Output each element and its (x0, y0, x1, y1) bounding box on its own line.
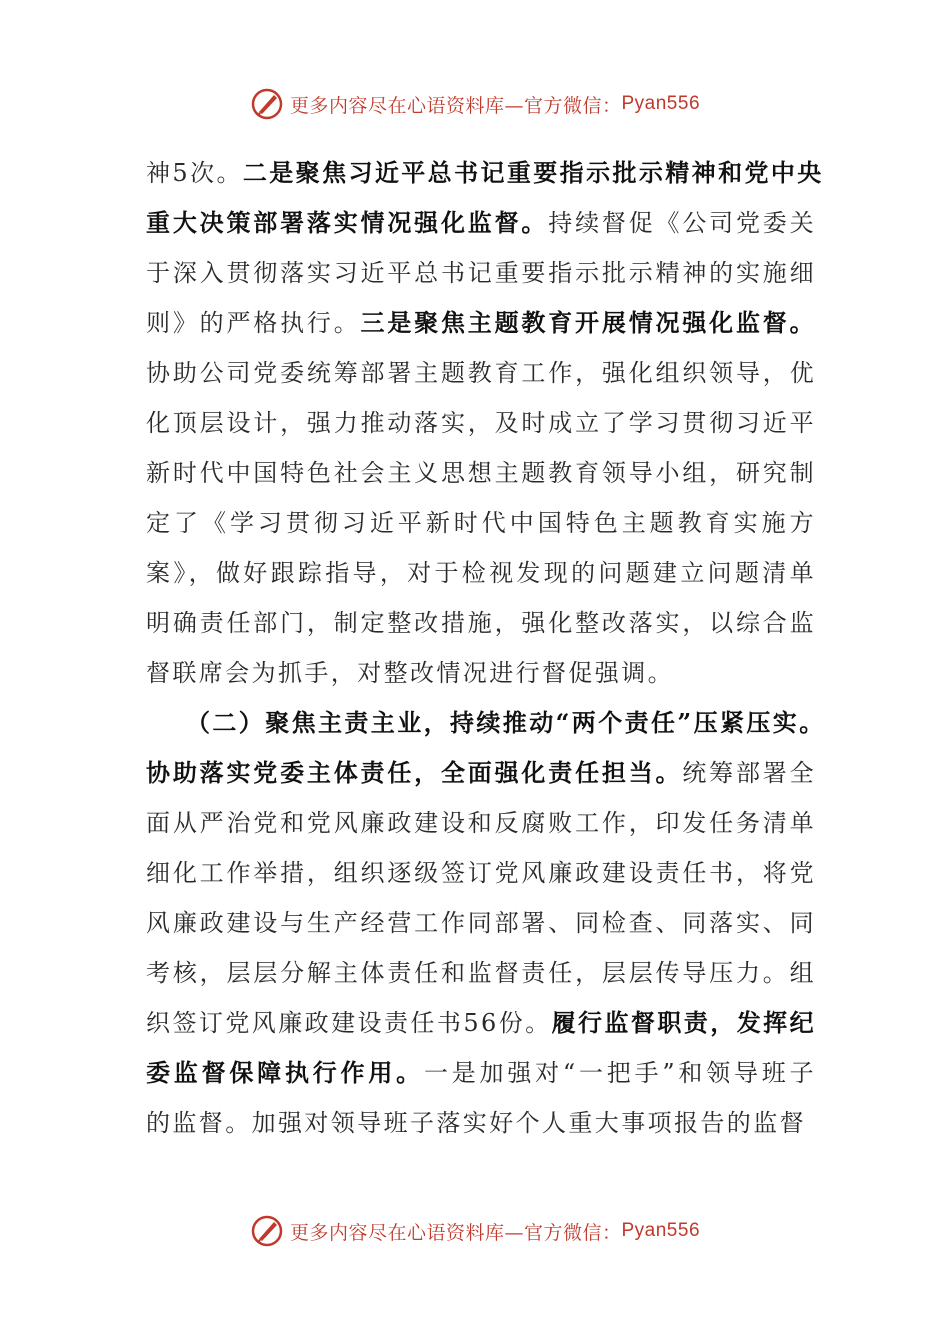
body-text: 持续督促《公司党委关 (548, 209, 816, 237)
text-line (146, 898, 816, 948)
text-line (146, 448, 816, 498)
text-line (146, 148, 824, 198)
text-line (146, 798, 816, 848)
body-text: 统筹部署全 (682, 759, 817, 787)
body-text: 化顶层设计，强力推动落实，及时成立了学习贯彻习近平 (146, 409, 816, 437)
text-line (146, 948, 816, 998)
body-text: 神5次。 (146, 159, 243, 187)
bold-text: 重大决策部署落实情况强化监督。 (146, 208, 549, 237)
footer-banner (0, 1211, 950, 1251)
body-text: 协助公司党委统筹部署主题教育工作，强化组织领导，优 (146, 359, 816, 387)
text-line (146, 398, 816, 448)
text-line (146, 598, 816, 648)
body-text: 风廉政建设与生产经营工作同部署、同检查、同落实、同 (146, 909, 816, 937)
text-line (146, 348, 816, 398)
header-promo-text: 更多内容尽在心语资料库—官方微信： (289, 94, 622, 117)
text-line (146, 848, 816, 898)
text-line (146, 298, 816, 348)
text-line (146, 548, 816, 598)
footer-wechat-id: Pyan556 (621, 1220, 701, 1241)
body-text: 案》，做好跟踪指导，对于检视发现的问题建立问题清单 (146, 559, 816, 587)
text-line (146, 1098, 816, 1148)
bold-text: 协助落实党委主体责任，全面强化责任担当。 (146, 758, 683, 787)
text-line (146, 698, 826, 748)
footer-promo-text: 更多内容尽在心语资料库—官方微信： (289, 1221, 622, 1244)
text-line (146, 998, 816, 1048)
bold-text: 委监督保障执行作用。 (146, 1058, 424, 1087)
text-line (146, 1048, 816, 1098)
pen-logo-icon (250, 1214, 284, 1248)
body-text: 督联席会为抓手，对整改情况进行督促强调。 (146, 659, 674, 687)
header-wechat-id: Pyan556 (621, 93, 701, 114)
body-text: 新时代中国特色社会主义思想主题教育领导小组，研究制 (146, 459, 816, 487)
text-line (146, 648, 816, 698)
body-text: 明确责任部门，制定整改措施，强化整改落实，以综合监 (146, 609, 816, 637)
bold-text: （二）聚焦主责主业，持续推动“两个责任”压紧压实。 (186, 708, 826, 737)
text-line (146, 198, 816, 248)
body-text: 于深入贯彻落实习近平总书记重要指示批示精神的实施细 (146, 259, 816, 287)
header-banner (0, 84, 950, 124)
body-text: 考核，层层分解主体责任和监督责任，层层传导压力。组 (146, 959, 816, 987)
bold-text: 履行监督职责，发挥纪 (551, 1008, 816, 1037)
body-text: 织签订党风廉政建设责任书56份。 (146, 1009, 552, 1037)
text-line (146, 748, 816, 798)
body-text: 一是加强对“一把手”和领导班子 (423, 1059, 817, 1087)
text-line (146, 248, 816, 298)
body-text: 细化工作举措，组织逐级签订党风廉政建设责任书，将党 (146, 859, 816, 887)
body-text: 面从严治党和党风廉政建设和反腐败工作，印发任务清单 (146, 809, 816, 837)
bold-text: 三是聚焦主题教育开展情况强化监督。 (360, 308, 816, 337)
pen-logo-icon (250, 87, 284, 121)
body-text: 定了《学习贯彻习近平新时代中国特色主题教育实施方 (146, 509, 816, 537)
text-line (146, 498, 816, 548)
document-body (146, 148, 826, 1148)
body-text: 则》的严格执行。 (146, 309, 361, 337)
bold-text: 二是聚焦习近平总书记重要指示批示精神和党中央 (242, 158, 824, 187)
body-text: 的监督。加强对领导班子落实好个人重大事项报告的监督 (146, 1109, 806, 1137)
